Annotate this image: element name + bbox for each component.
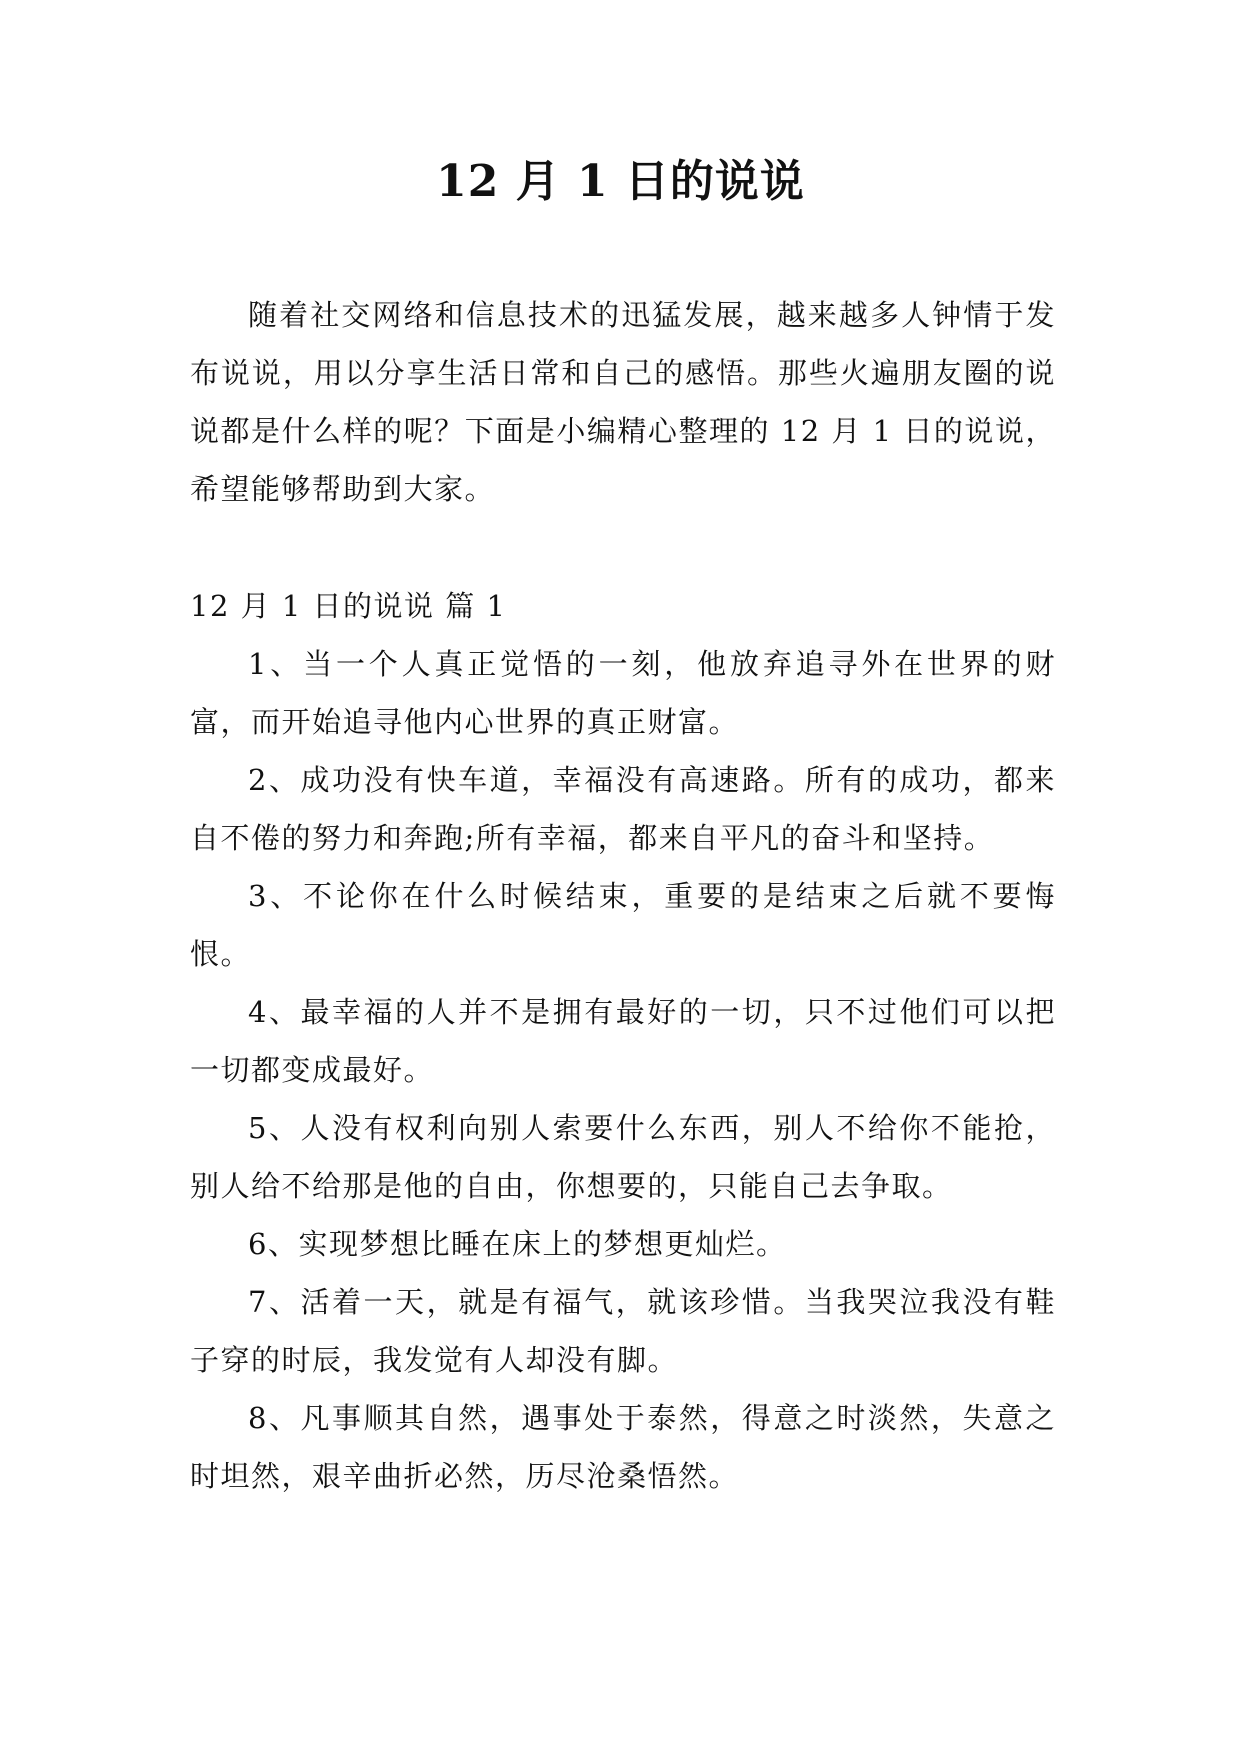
section-heading: 12 月 1 日的说说 篇 1 (190, 589, 507, 623)
intro-section (190, 286, 1056, 518)
list-item: 4、最幸福的人并不是拥有最好的一切，只不过他们可以把一切都变成最好。 (190, 995, 1056, 1087)
list-item: 3、不论你在什么时候结束，重要的是结束之后就不要悔恨。 (190, 879, 1056, 971)
page-title: 12 月 1 日的说说 (436, 156, 805, 207)
section-1 (190, 577, 1056, 1505)
list-item: 5、人没有权利向别人索要什么东西，别人不给你不能抢，别人给不给那是他的自由，你想要的，只能自己去争取。 (190, 1111, 1056, 1203)
intro-paragraph: 随着社交网络和信息技术的迅猛发展，越来越多人钟情于发布说说，用以分享生活日常和自己的感悟。那些火遍朋友圈的说说都是什么样的呢？下面是小编精心整理的 12 月 1 日的说说，希望能够帮助到大家。 (190, 298, 1056, 506)
list-item: 6、实现梦想比睡在床上的梦想更灿烂。 (248, 1227, 787, 1261)
list-item: 2、成功没有快车道，幸福没有高速路。所有的成功，都来自不倦的努力和奔跑;所有幸福，都来自平凡的奋斗和坚持。 (190, 763, 1056, 855)
list-item: 1、当一个人真正觉悟的一刻，他放弃追寻外在世界的财富，而开始追寻他内心世界的真正财富。 (190, 647, 1056, 739)
list-item: 8、凡事顺其自然，遇事处于泰然，得意之时淡然，失意之时坦然，艰辛曲折必然，历尽沧桑悟然。 (190, 1401, 1056, 1493)
list-item: 7、活着一天，就是有福气，就该珍惜。当我哭泣我没有鞋子穿的时辰，我发觉有人却没有脚。 (190, 1285, 1056, 1377)
